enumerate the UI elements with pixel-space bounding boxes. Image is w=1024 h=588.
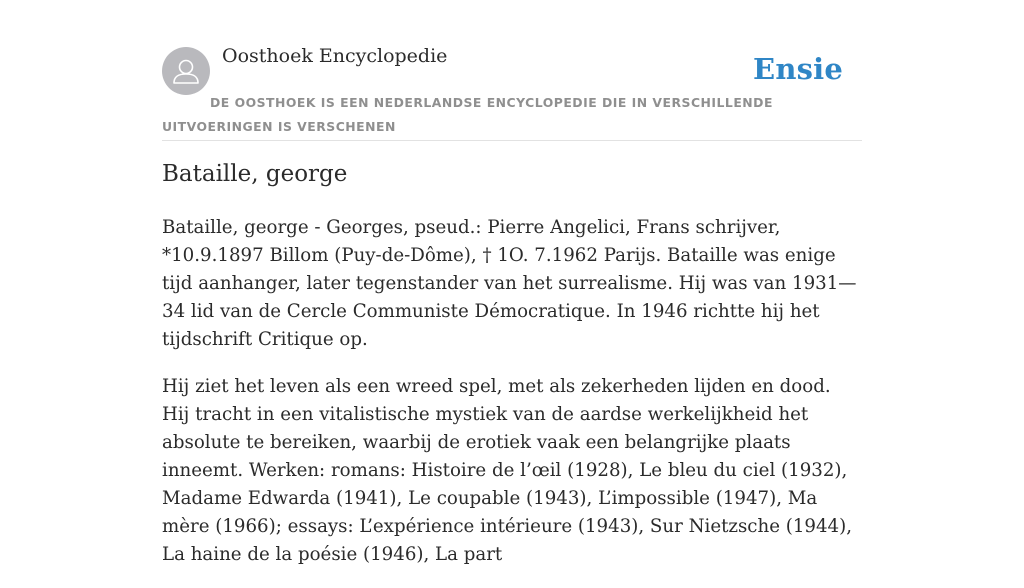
article-title: Bataille, george bbox=[162, 161, 348, 187]
site-header bbox=[162, 0, 862, 141]
brand-logo[interactable]: Ensie bbox=[753, 52, 843, 86]
site-name[interactable]: Oosthoek Encyclopedie bbox=[222, 45, 448, 67]
content-container bbox=[162, 0, 862, 565]
user-icon-glyph bbox=[162, 47, 210, 95]
site-tagline: DE OOSTHOEK IS EEN NEDERLANDSE ENCYCLOPEDIE DIE IN VERSCHILLENDE UITVOERINGEN IS VERSCHENEN bbox=[162, 95, 773, 134]
article-body bbox=[162, 214, 862, 588]
user-icon[interactable] bbox=[162, 47, 210, 95]
article-paragraph: Bataille, george - Georges, pseud.: Pierre Angelici, Frans schrijver, *10.9.1897 Billom (Puy-de-Dôme), † 1O. 7.1962 Parijs. Bataille was enige tijd aanhanger, later tegenstander van het surrealisme. Hij was van 1931—34 lid van de Cercle Communiste Démocratique. In 1946 richtte hij het tijdschrift Critique op. bbox=[162, 217, 857, 350]
article-paragraph: Hij ziet het leven als een wreed spel, met als zekerheden lijden en dood. Hij tracht in een vitalistische mystiek van de aardse werkelijkheid het absolute te bereiken, waarbij de erotiek vaak een belangrijke plaats inneemt. Werken: romans: Histoire de l’œil (1928), Le bleu du ciel (1932), Madame Edwarda (1941), Le coupable (1943), L’impossible (1947), Ma mère (1966); essays: L’expérience intérieure (1943), Sur Nietzsche (1944), La haine de la poésie (1946), La part bbox=[162, 376, 853, 565]
